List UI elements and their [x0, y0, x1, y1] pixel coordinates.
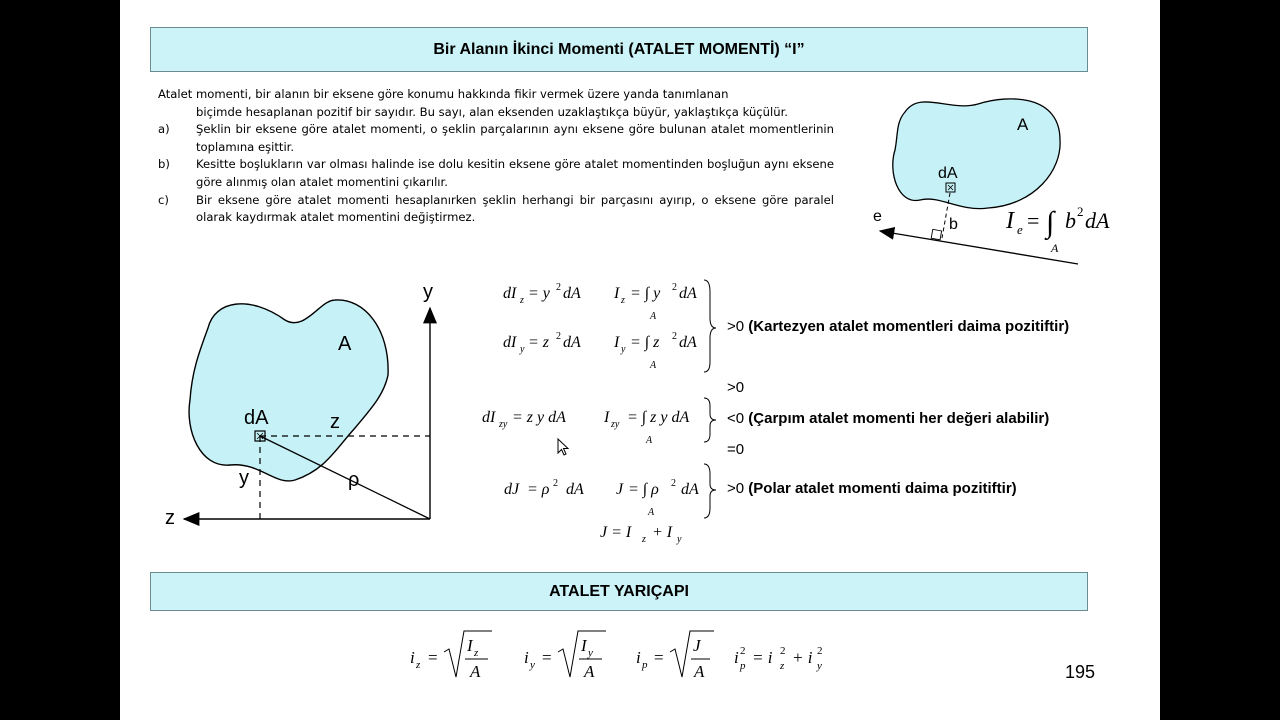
formula-iz	[410, 631, 492, 681]
svg-text:e: e	[1017, 222, 1023, 237]
svg-text:I: I	[614, 334, 620, 351]
note-symbol: >0	[727, 480, 745, 497]
element-label: dA	[244, 407, 269, 429]
eq-Iz	[613, 282, 697, 322]
formula-iy	[524, 631, 606, 681]
z-axis-label: z	[165, 507, 175, 529]
svg-text:A: A	[584, 662, 595, 681]
list-label: c)	[158, 192, 169, 207]
svg-text:A: A	[470, 662, 481, 681]
formula-ie	[1005, 204, 1110, 255]
svg-text:z: z	[621, 295, 625, 306]
eq-dJ	[504, 478, 584, 498]
svg-text:z: z	[642, 534, 646, 545]
svg-text:y: y	[621, 344, 626, 355]
y-distance-label: y	[239, 467, 249, 489]
area-shape	[189, 300, 388, 481]
svg-text:=: =	[1027, 208, 1040, 233]
svg-text:p: p	[740, 660, 746, 672]
area-label: A	[338, 333, 352, 355]
rho-label: ρ	[348, 469, 360, 491]
brace	[704, 464, 716, 518]
section-title-radius: ATALET YARIÇAPI	[150, 572, 1088, 611]
list-text: Şeklin bir eksene göre atalet momenti, o şeklin parçalarının aynı eksene göre bulunan atalet momentlerinin toplamına eşittir.	[196, 122, 834, 154]
svg-text:J: J	[693, 636, 701, 655]
mouse-cursor-icon	[557, 438, 571, 458]
svg-text:+ I: + I	[652, 524, 673, 541]
svg-text:=: =	[542, 648, 552, 667]
z-distance-label: z	[330, 411, 340, 433]
svg-text:zy: zy	[611, 419, 620, 430]
svg-text:z: z	[520, 295, 524, 306]
svg-text:A: A	[650, 311, 657, 322]
svg-text:dA: dA	[566, 481, 584, 498]
svg-text:=: =	[654, 648, 664, 667]
intro-line-rest: biçimde hesaplanan pozitif bir sayıdır. Bu sayı, alan eksenden uzaklaştıkça büyür, yaklaştıkça küçülür.	[196, 104, 788, 119]
figure-axis-e	[873, 99, 1110, 264]
distance-label: b	[949, 216, 958, 233]
svg-text:2: 2	[780, 645, 786, 657]
area-shape	[893, 99, 1060, 209]
svg-text:i: i	[410, 648, 415, 667]
svg-text:= ∫ y: = ∫ y	[630, 285, 661, 302]
formula-ip	[636, 631, 714, 681]
area-label: A	[1017, 115, 1029, 134]
figure-axes-yz	[165, 281, 433, 529]
svg-text:2: 2	[1077, 204, 1084, 219]
note-symbol: <0	[727, 410, 745, 427]
svg-text:i: i	[636, 648, 641, 667]
page-title: Bir Alanın İkinci Momenti (ATALET MOMENTİ) “I”	[150, 27, 1088, 72]
radius-formulas	[410, 631, 823, 681]
list-text: Bir eksene göre atalet momenti hesaplanırken şeklin herhangi bir parçasını ayırıp, o eksene göre paralel olarak kaydırmak atalet momentini değiştirmez.	[196, 192, 834, 225]
eq-dIzy	[482, 409, 566, 430]
svg-text:I: I	[581, 636, 587, 655]
svg-text:2: 2	[740, 645, 746, 657]
element-label: dA	[938, 165, 958, 182]
svg-text:y: y	[817, 660, 822, 672]
svg-text:= ∫ ρ: = ∫ ρ	[628, 481, 659, 498]
svg-text:dA: dA	[1085, 208, 1110, 233]
svg-text:2: 2	[817, 645, 823, 657]
note-product	[727, 410, 1049, 427]
note-text: (Kartezyen atalet momentleri daima pozitiftir)	[748, 318, 1070, 335]
svg-text:dI: dI	[482, 409, 496, 426]
formula-ip-sum	[734, 645, 823, 672]
eq-Iy	[613, 331, 697, 371]
svg-text:I: I	[1006, 208, 1014, 234]
svg-text:= ∫ z: = ∫ z	[630, 334, 660, 351]
svg-text:2: 2	[672, 282, 677, 293]
svg-text:zy: zy	[499, 419, 508, 430]
svg-text:y: y	[530, 659, 535, 671]
svg-text:A: A	[648, 507, 655, 518]
brace	[704, 398, 716, 442]
note-symbol: >0	[727, 318, 745, 335]
svg-text:= z: = z	[528, 334, 550, 351]
list-text: Kesitte boşlukların var olması halinde ise dolu kesitin eksene göre atalet momentinden boşluğun aynı eksene göre alınmış olan atalet momentini çıkarılır.	[196, 157, 834, 189]
svg-text:A: A	[646, 435, 653, 446]
svg-text:dJ: dJ	[504, 481, 520, 498]
svg-text:I: I	[614, 285, 620, 302]
svg-text:dA: dA	[679, 285, 697, 302]
svg-text:y: y	[588, 647, 593, 659]
svg-text:dA: dA	[563, 334, 581, 351]
svg-text:J = I: J = I	[600, 524, 632, 541]
svg-text:i: i	[524, 648, 529, 667]
note-text: (Çarpım atalet momenti her değeri alabilir)	[748, 410, 1050, 427]
slide-page	[120, 0, 1160, 720]
note-cartesian	[727, 318, 1069, 335]
svg-text:2: 2	[671, 478, 676, 489]
svg-text:=: =	[428, 648, 438, 667]
svg-text:2: 2	[553, 478, 558, 489]
list-label: a)	[158, 122, 170, 137]
svg-text:A: A	[1051, 241, 1059, 255]
intro-line-1: Atalet momenti, bir alanın bir eksene göre konumu hakkında fikir vermek üzere yanda tanımlanan	[158, 87, 729, 101]
svg-text:= i: = i	[752, 648, 773, 667]
svg-text:= z y dA: = z y dA	[512, 409, 566, 426]
page-number: 195	[1065, 662, 1096, 682]
svg-text:+ i: + i	[792, 648, 813, 667]
note-polar	[727, 480, 1017, 497]
axis-label-e: e	[873, 208, 882, 225]
svg-text:i: i	[734, 648, 739, 667]
diagrams-svg	[120, 0, 1160, 720]
svg-text:J: J	[616, 481, 624, 498]
svg-text:z: z	[474, 647, 479, 659]
eq-Izy	[603, 409, 690, 446]
brace	[704, 280, 716, 372]
svg-text:= ∫ z y dA: = ∫ z y dA	[627, 409, 690, 426]
svg-text:y: y	[677, 534, 682, 545]
svg-text:= y: = y	[528, 285, 550, 302]
eq-J-sum	[600, 524, 682, 545]
list-label: b)	[158, 157, 170, 172]
svg-text:dA: dA	[679, 334, 697, 351]
svg-text:A: A	[694, 662, 705, 681]
eq-J	[616, 478, 699, 518]
svg-text:dI: dI	[503, 334, 517, 351]
svg-text:2: 2	[556, 331, 561, 342]
svg-text:= ρ: = ρ	[527, 481, 550, 498]
svg-text:2: 2	[672, 331, 677, 342]
svg-text:b: b	[1065, 208, 1076, 233]
svg-text:dI: dI	[503, 285, 517, 302]
svg-text:I: I	[467, 636, 473, 655]
svg-text:I: I	[604, 409, 610, 426]
svg-text:∫: ∫	[1046, 206, 1055, 239]
svg-text:A: A	[650, 360, 657, 371]
note-product-eq: =0	[727, 441, 745, 458]
note-product-gt: >0	[727, 379, 745, 396]
right-angle-mark	[931, 229, 941, 239]
svg-text:dA: dA	[681, 481, 699, 498]
svg-text:2: 2	[556, 282, 561, 293]
equations	[482, 280, 716, 545]
y-axis-label: y	[423, 281, 433, 303]
svg-text:z: z	[416, 659, 421, 671]
svg-text:y: y	[520, 344, 525, 355]
svg-text:p: p	[642, 659, 648, 671]
eq-dIz	[503, 282, 581, 306]
svg-text:z: z	[780, 660, 785, 672]
eq-dIy	[503, 331, 581, 355]
note-text: (Polar atalet momenti daima pozitiftir)	[748, 480, 1017, 497]
svg-text:dA: dA	[563, 285, 581, 302]
